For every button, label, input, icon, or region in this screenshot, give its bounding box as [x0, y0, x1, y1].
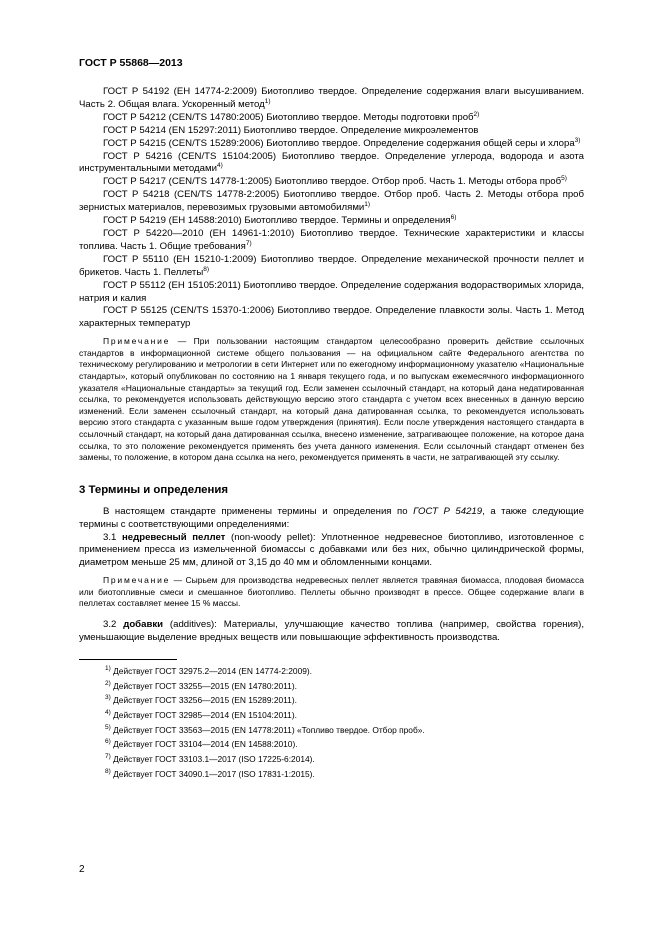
footnote: $^{8)}$ Действует ГОСТ 34090.1—2017 (ISO 17831-1:2015). [105, 767, 315, 779]
reference-item: ГОСТ Р 54212 (CEN/TS 14780:2005) Биотопливо твердое. Методы подготовки проб$^{2)}$ [103, 110, 480, 123]
running-header: ГОСТ Р 55868—2013 [79, 57, 183, 69]
reference-item: ГОСТ Р 55125 (CEN/TS 15370-1:2006) Биотопливо твердое. Определение плавкости золы. Часть 1. Метод характерных температур [79, 305, 584, 330]
footnote: $^{3)}$ Действует ГОСТ 33256—2015 (EN 15289:2011). [105, 694, 297, 706]
note-label: Примечание [103, 575, 171, 586]
note-label: Примечание [103, 336, 171, 347]
footnote: $^{4)}$ Действует ГОСТ 32985—2014 (EN 15104:2011). [105, 708, 297, 720]
reference-item: ГОСТ Р 54215 (CEN/TS 15289:2006) Биотопливо твердое. Определение содержания общей серы и хлора$^{3)}$ [103, 136, 581, 149]
reference-item: ГОСТ Р 54214 (EN 15297:2011) Биотопливо твердое. Определение микроэлементов [103, 124, 479, 136]
term-definition: 3.2 добавки (additives): Материалы, улучшающие качество топлива (например, свойства горения), уменьшающие выделение вредных веществ или повышающие эффективность производства. [79, 619, 584, 643]
reference-item: ГОСТ Р 54216 (CEN/TS 15104:2005) Биотопливо твердое. Определение углерода, водорода и азота инструментальными методами$^{4)}$ [79, 150, 584, 175]
section-title: 3 Термины и определения [79, 483, 229, 496]
reference-item: ГОСТ Р 54218 (CEN/TS 14778-2:2005) Биотопливо твердое. Отбор проб. Часть 2. Методы отбора проб зернистых материалов, перевозимых грузовыми автомобилями$^{1)}$ [79, 189, 584, 214]
reference-item: ГОСТ Р 54220—2010 (ЕН 14961-1:2010) Биотопливо твердое. Технические характеристики и классы топлива. Часть 1. Общие требования$^{7)}$ [79, 227, 584, 252]
footnote: $^{6)}$ Действует ГОСТ 33104—2014 (EN 14588:2010). [105, 738, 298, 750]
normative-references-list [79, 86, 584, 331]
page-number: 2 [79, 864, 85, 875]
reference-item: ГОСТ Р 55112 (ЕН 15105:2011) Биотопливо твердое. Определение содержания водорастворимых хлорида, натрия и калия [79, 279, 584, 304]
footnote: $^{7)}$ Действует ГОСТ 33103.1—2017 (ISO 17225-6:2014). [105, 753, 315, 765]
reference-item: ГОСТ Р 54217 (CEN/TS 14778-1:2005) Биотопливо твердое. Отбор проб. Часть 1. Методы отбора проб$^{5)}$ [103, 175, 567, 188]
footnote: $^{1)}$ Действует ГОСТ 32975.2—2014 (EN 14774-2:2009). [105, 664, 312, 676]
page-body [79, 86, 584, 782]
footnote-divider [79, 659, 177, 660]
term-definition: 3.1 недревесный пеллет (non-woody pellet): Уплотненное недревесное биотопливо, изготовленное с применением пресса из измельченной биомассы с добавками или без них, обычно цилиндрической формы, диаметром меньше 25 мм, длиной от 3,15 до 40 мм и обломленными концами. [79, 531, 584, 569]
reference-item: ГОСТ Р 54219 (ЕН 14588:2010) Биотопливо твердое. Термины и определения$^{6)}$ [103, 214, 457, 227]
footnote: $^{5)}$ Действует ГОСТ 33563—2015 (EN 14778:2011) «Топливо твердое. Отбор проб». [105, 723, 425, 735]
section-intro: В настоящем стандарте применены термины и определения по ГОСТ Р 54219, а также следующие термины с соответствующими определениями: [79, 505, 584, 530]
note-references: Примечание — При пользовании настоящим стандартом целесообразно проверить действие ссылочных стандартов в информационной системе общего пользования — на официальном сайте Федерального агентства по техническому регулированию и метрологии в сети Интернет или по ежегодному информационному указателю «Национальные стандарты», который опубликован по состоянию на 1 января текущего года, и по выпускам ежемесячного информационного указателя «Национальные стандарты» за текущий год. Если заменен ссылочный стандарт, на который дана недатированная ссылка, то рекомендуется использовать действующую версию этого стандарта с учетом всех внесенных в данную версию изменений. Если заменен ссылочный стандарт, на который дана датированная ссылка, то рекомендуется использовать версию этого стандарта с указанным выше годом утверждения (принятия). Если после утверждения настоящего стандарта в ссылочный стандарт, на который дана датированная ссылка, внесено изменение, затрагивающее положение, на которое дана ссылка, то это положение рекомендуется применять без учета данного изменения. Если ссылочный стандарт отменен без замены, то положение, в котором дана ссылка на него, рекомендуется применять в части, не затрагивающей эту ссылку. [79, 336, 584, 463]
footnotes [79, 664, 584, 782]
note-pellets: Примечание — Сырьем для производства недревесных пеллет является травяная биомасса, плодовая биомасса или биотопливные смеси и смешанное биотопливо. Пеллеты обычно производят в прессе. Общее содержание влаги в пеллетах составляет менее 15 % массы. [79, 575, 584, 609]
reference-item: ГОСТ Р 55110 (ЕН 15210-1:2009) Биотопливо твердое. Определение механической прочности пеллет и брикетов. Часть 1. Пеллеты$^{8)}$ [79, 253, 584, 278]
reference-item: ГОСТ Р 54192 (ЕН 14774-2:2009) Биотопливо твердое. Определение содержания влаги высушиванием. Часть 2. Общая влага. Ускоренный метод$^{1)}$ [79, 86, 584, 110]
footnote: $^{2)}$ Действует ГОСТ 33255—2015 (EN 14780:2011). [105, 679, 297, 691]
